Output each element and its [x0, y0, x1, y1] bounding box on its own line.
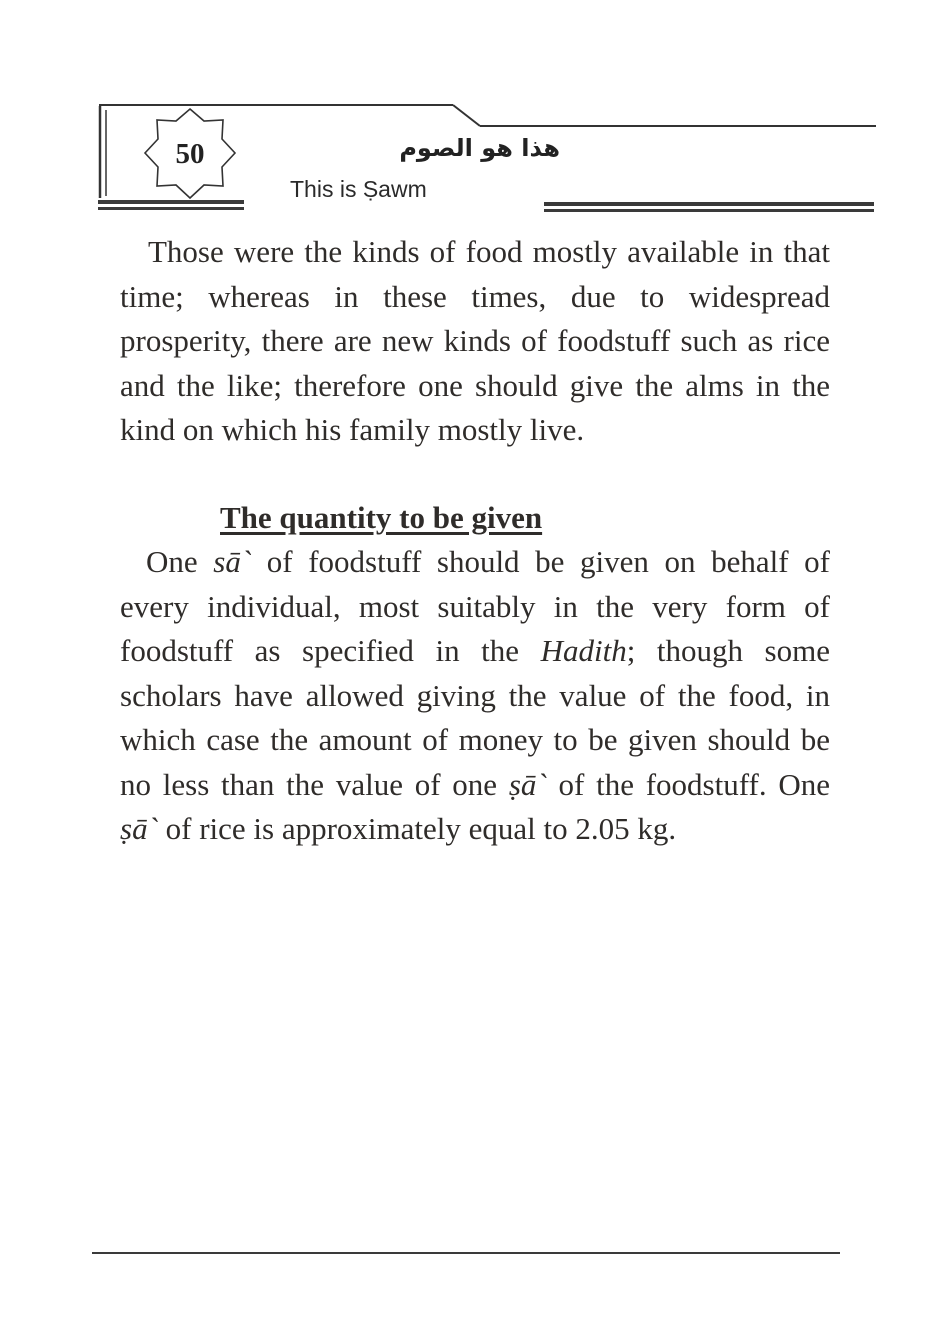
paragraph-text: of rice is approximately equal to 2.05 kg.: [157, 811, 677, 846]
paragraph-food-kinds: Those were the kinds of food mostly available in that time; whereas in these times, due to widespread prosperity, there are new kinds of foodstuff such as rice and the like; therefore one should give the alms in the kind on which his family mostly live.: [120, 234, 830, 447]
term-sa: ṣā`: [120, 811, 158, 846]
paragraph-quantity: [120, 540, 830, 852]
page-number: 50: [175, 138, 205, 170]
term-sa: ṣā`: [508, 766, 547, 802]
section-heading: The quantity to be given: [220, 499, 543, 535]
term-sa: sā`: [213, 544, 252, 579]
paragraph-text: of the foodstuff. One: [546, 766, 830, 802]
footer-rule: [92, 1252, 840, 1254]
book-title-arabic: هذا هو الصوم: [399, 134, 560, 162]
term-hadith: Hadith: [540, 633, 627, 668]
paragraph-text: of foodstuff should be given on behalf of every individual, most suitably in the very form of foodstuff as specified in the: [120, 544, 830, 668]
paragraph-text: ; though some scholars have allowed giving the value of the food, in which case the amount of money to be given should be no less than the value of one: [120, 633, 830, 802]
book-title-english: This is Ṣawm: [290, 176, 427, 202]
page-body: [120, 230, 830, 852]
running-header: [0, 0, 936, 230]
paragraph-text: One: [146, 544, 214, 579]
